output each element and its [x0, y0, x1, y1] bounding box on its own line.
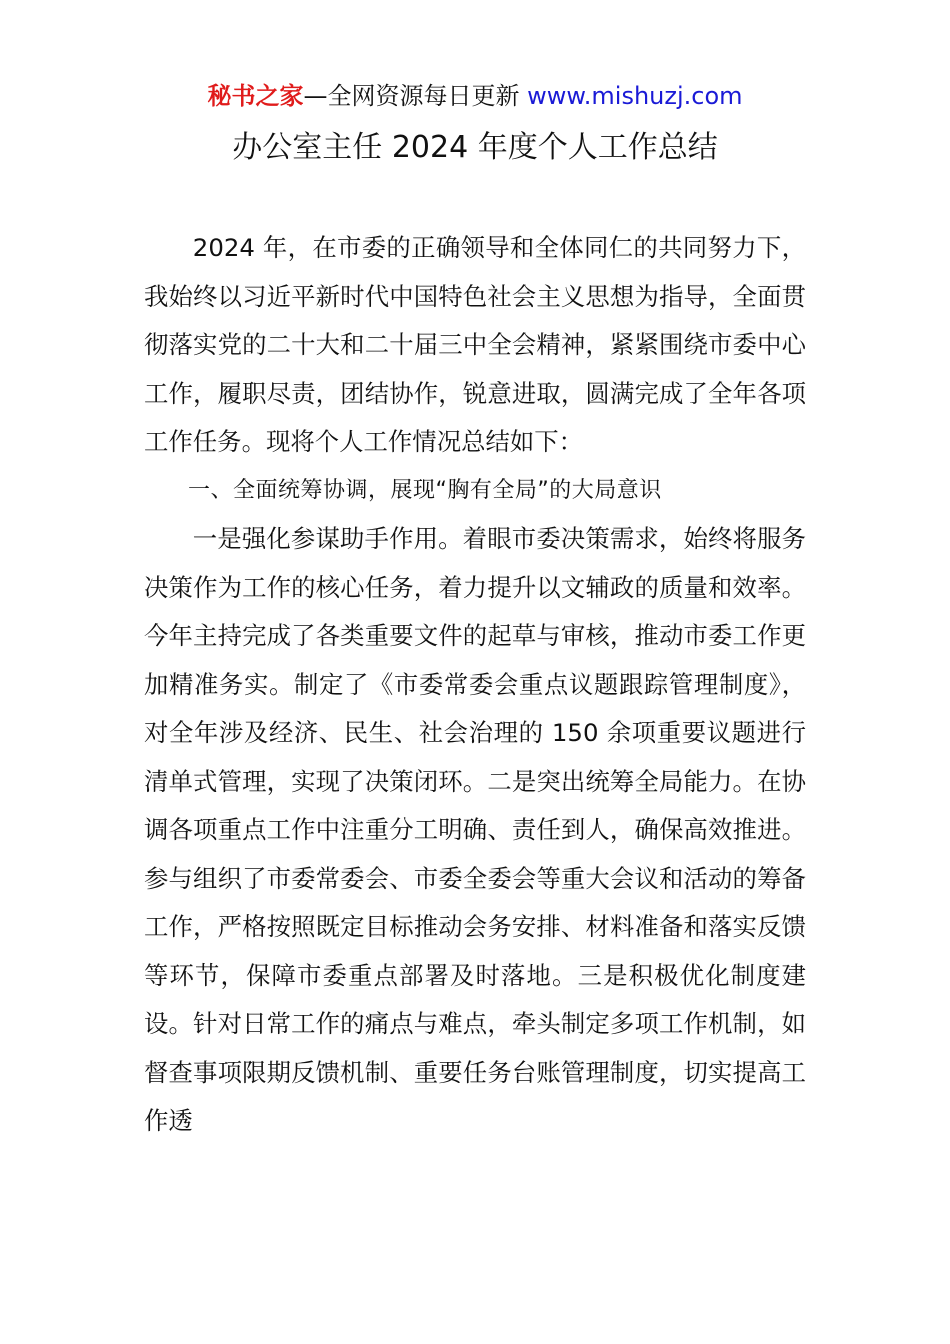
site-link[interactable]: www.mishuzj.com [527, 82, 743, 110]
document-body [144, 224, 806, 1146]
section-heading: 一、全面统筹协调，展现“胸有全局”的大局意识 [188, 477, 662, 503]
site-header [0, 80, 950, 112]
document-title: 办公室主任 2024 年度个人工作总结 [232, 130, 718, 165]
intro-paragraph: 2024 年，在市委的正确领导和全体同仁的共同努力下，我始终以习近平新时代中国特色社会主义思想为指导，全面贯彻落实党的二十大和二十届三中全会精神，紧紧围绕市委中心工作，履职尽责，团结协作，锐意进取，圆满完成了全年各项工作任务。现将个人工作情况总结如下： [144, 233, 806, 456]
body-paragraph: 一是强化参谋助手作用。着眼市委决策需求，始终将服务决策作为工作的核心任务，着力提升以文辅政的质量和效率。今年主持完成了各类重要文件的起草与审核，推动市委工作更加精准务实。制定了《市委常委会重点议题跟踪管理制度》，对全年涉及经济、民生、社会治理的 150 余项重要议题进行清单式管理，实现了决策闭环。二是突出统筹全局能力。在协调各项重点工作中注重分工明确、责任到人，确保高效推进。参与组织了市委常委会、市委全委会等重大会议和活动的筹备工作，严格按照既定目标推动会务安排、材料准备和落实反馈等环节，保障市委重点部署及时落地。三是积极优化制度建设。针对日常工作的痛点与难点，牵头制定多项工作机制，如督查事项限期反馈机制、重要任务台账管理制度，切实提高工作透 [144, 524, 806, 1135]
brand-name: 秘书之家 [207, 82, 304, 110]
header-tagline: —全网资源每日更新 [303, 82, 520, 110]
